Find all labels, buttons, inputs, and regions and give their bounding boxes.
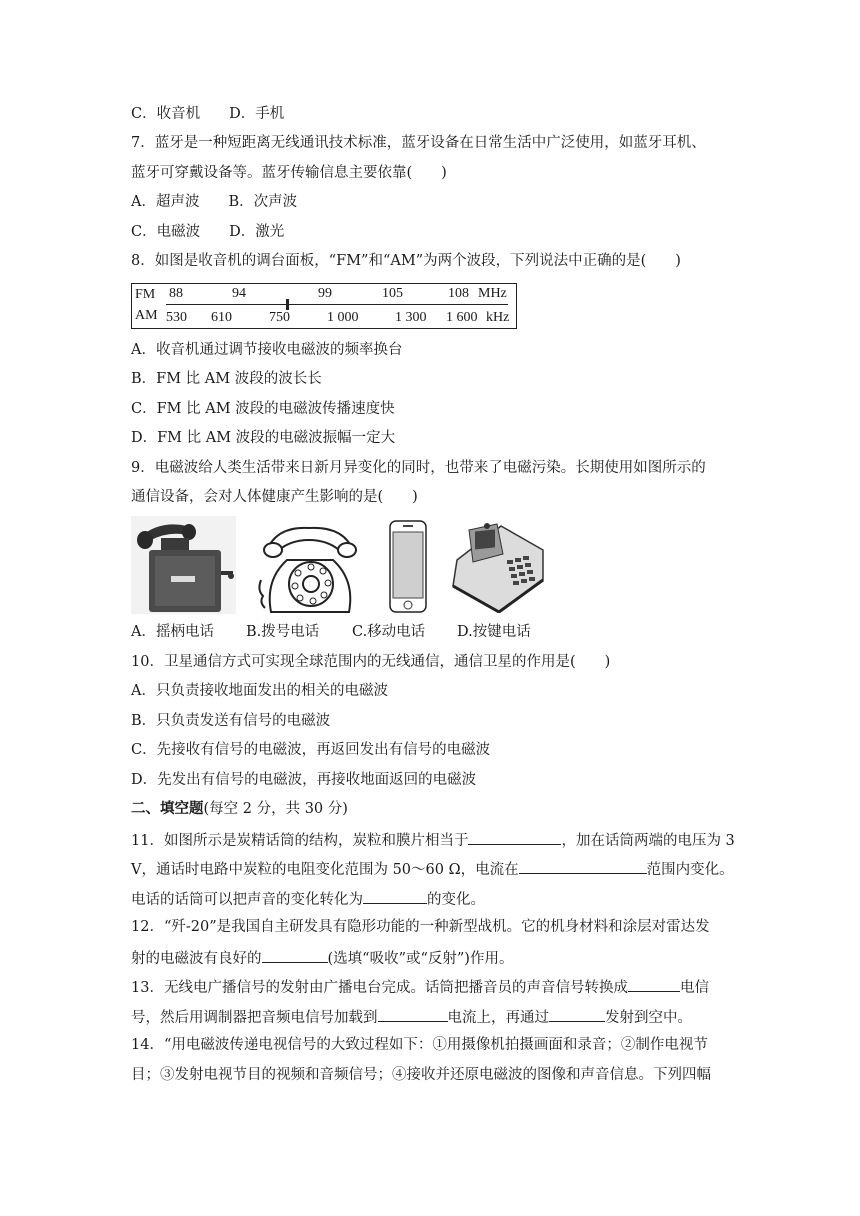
q11-line2 — [131, 858, 734, 880]
q9-stem-line1: 9．电磁波给人类生活带来日新月异变化的同时，也带来了电磁污染。长期使用如图所示的 — [131, 460, 706, 476]
fm-tick: 88 — [169, 286, 183, 301]
q13-blank-2[interactable] — [378, 1006, 448, 1022]
rotary-telephone-image — [257, 520, 363, 616]
q7-options-cd: C．电磁波 D．激光 — [131, 224, 285, 240]
q7-options-ab: A．超声波 B．次声波 — [131, 194, 298, 210]
crank-telephone-image — [131, 516, 236, 614]
q6-options: C．收音机 D．手机 — [131, 106, 285, 122]
q12-line1: 12．“歼-20”是我国自主研发具有隐形功能的一种新型战机。它的机身材料和涂层对雷达发 — [131, 919, 710, 935]
q10-option-c: C．先接收有信号的电磁波，再返回发出有信号的电磁波 — [131, 742, 491, 758]
q11-text-d: 范围内变化。 — [646, 862, 734, 878]
section2-heading — [131, 799, 348, 819]
q10-option-d: D．先发出有信号的电磁波，再接收地面返回的电磁波 — [131, 772, 477, 788]
am-tick: 610 — [211, 310, 232, 325]
q11-blank-2[interactable] — [519, 858, 647, 874]
dial-pointer — [286, 299, 289, 310]
q13-blank-3[interactable] — [549, 1006, 605, 1022]
section2-note: (每空 2 分，共 30 分) — [203, 801, 348, 817]
q11-text-e: 电话的话筒可以把声音的变化转化为 — [131, 892, 363, 908]
q12-blank[interactable] — [262, 947, 328, 963]
q7-stem-line1: 7．蓝牙是一种短距离无线通讯技术标准，蓝牙设备在日常生活中广泛使用，如蓝牙耳机、 — [131, 135, 706, 151]
q8-stem: 8．如图是收音机的调台面板，“FM”和“AM”为两个波段，下列说法中正确的是( ) — [131, 253, 681, 269]
q11-text-c: V，通话时电路中炭粒的电阻变化范围为 50～60 Ω，电流在 — [131, 862, 519, 878]
am-unit: kHz — [486, 310, 510, 325]
fm-tick: 105 — [382, 286, 403, 301]
q9-option-a: A．摇柄电话 — [131, 624, 214, 640]
am-tick: 1 000 — [327, 310, 359, 325]
q10-stem: 10．卫星通信方式可实现全球范围内的无线通信，通信卫星的作用是( ) — [131, 654, 611, 670]
q13-text-e: 发射到空中。 — [605, 1010, 692, 1026]
q12-text-b: 射的电磁波有良好的 — [131, 951, 262, 967]
q9-option-c: C.移动电话 — [352, 624, 426, 640]
q13-line1 — [131, 976, 709, 998]
q11-text-b: ，加在话筒两端的电压为 3 — [561, 833, 735, 849]
q14-line2: 目；③发射电视节目的视频和音频信号；④接收并还原电磁波的图像和声音信息。下列四幅 — [131, 1067, 711, 1083]
q13-text-b: 电信 — [679, 980, 709, 996]
section2-title: 二、填空题 — [131, 800, 204, 817]
am-tick: 1 300 — [395, 310, 427, 325]
q13-text-c: 号，然后用调制器把音频电信号加载到 — [131, 1010, 378, 1026]
q13-text-d: 电流上，再通过 — [447, 1010, 549, 1026]
q13-blank-1[interactable] — [628, 976, 680, 992]
q9-stem-line2: 通信设备，会对人体健康产生影响的是( ) — [131, 489, 418, 505]
q12-line2 — [131, 947, 513, 969]
q9-option-d: D.按键电话 — [457, 624, 531, 640]
q11-text-a: 11．如图所示是炭精话筒的结构，炭粒和膜片相当于 — [131, 833, 469, 849]
q13-line2 — [131, 1006, 692, 1028]
q8-option-d: D．FM 比 AM 波段的电磁波振幅一定大 — [131, 430, 396, 446]
q11-text-f: 的变化。 — [427, 892, 485, 908]
dial-scale-line — [166, 304, 508, 305]
q13-text-a: 13．无线电广播信号的发射由广播电台完成。话筒把播音员的声音信号转换成 — [131, 980, 628, 996]
keypad-telephone-image — [451, 520, 547, 613]
am-tick: 1 600 — [446, 310, 478, 325]
fm-tick: 99 — [318, 286, 332, 301]
q7-stem-line2: 蓝牙可穿戴设备等。蓝牙传输信息主要依靠( ) — [131, 165, 447, 181]
q9-option-b: B.拨号电话 — [246, 624, 320, 640]
fm-tick: 94 — [232, 286, 246, 301]
am-tick: 530 — [166, 310, 187, 325]
q11-line1 — [131, 829, 735, 851]
q8-option-b: B．FM 比 AM 波段的波长长 — [131, 371, 322, 387]
q8-option-c: C．FM 比 AM 波段的电磁波传播速度快 — [131, 401, 395, 417]
mobile-phone-image — [389, 520, 427, 613]
fm-tick: 108 — [448, 286, 469, 301]
am-band-label: AM — [135, 308, 158, 323]
am-tick: 750 — [269, 310, 290, 325]
radio-tuning-panel — [131, 283, 517, 329]
q10-option-b: B．只负责发送有信号的电磁波 — [131, 713, 331, 729]
q10-option-a: A．只负责接收地面发出的相关的电磁波 — [131, 683, 388, 699]
q11-line3 — [131, 888, 485, 910]
q12-text-c: (选填“吸收”或“反射”)作用。 — [327, 951, 514, 967]
q11-blank-1[interactable] — [468, 829, 561, 845]
q14-line1: 14．“用电磁波传递电视信号的大致过程如下：①用摄像机拍摄画面和录音；②制作电视节 — [131, 1037, 708, 1053]
fm-unit: MHz — [478, 286, 507, 301]
q11-blank-3[interactable] — [363, 888, 427, 904]
q8-option-a: A．收音机通过调节接收电磁波的频率换台 — [131, 342, 403, 358]
fm-band-label: FM — [135, 287, 156, 302]
